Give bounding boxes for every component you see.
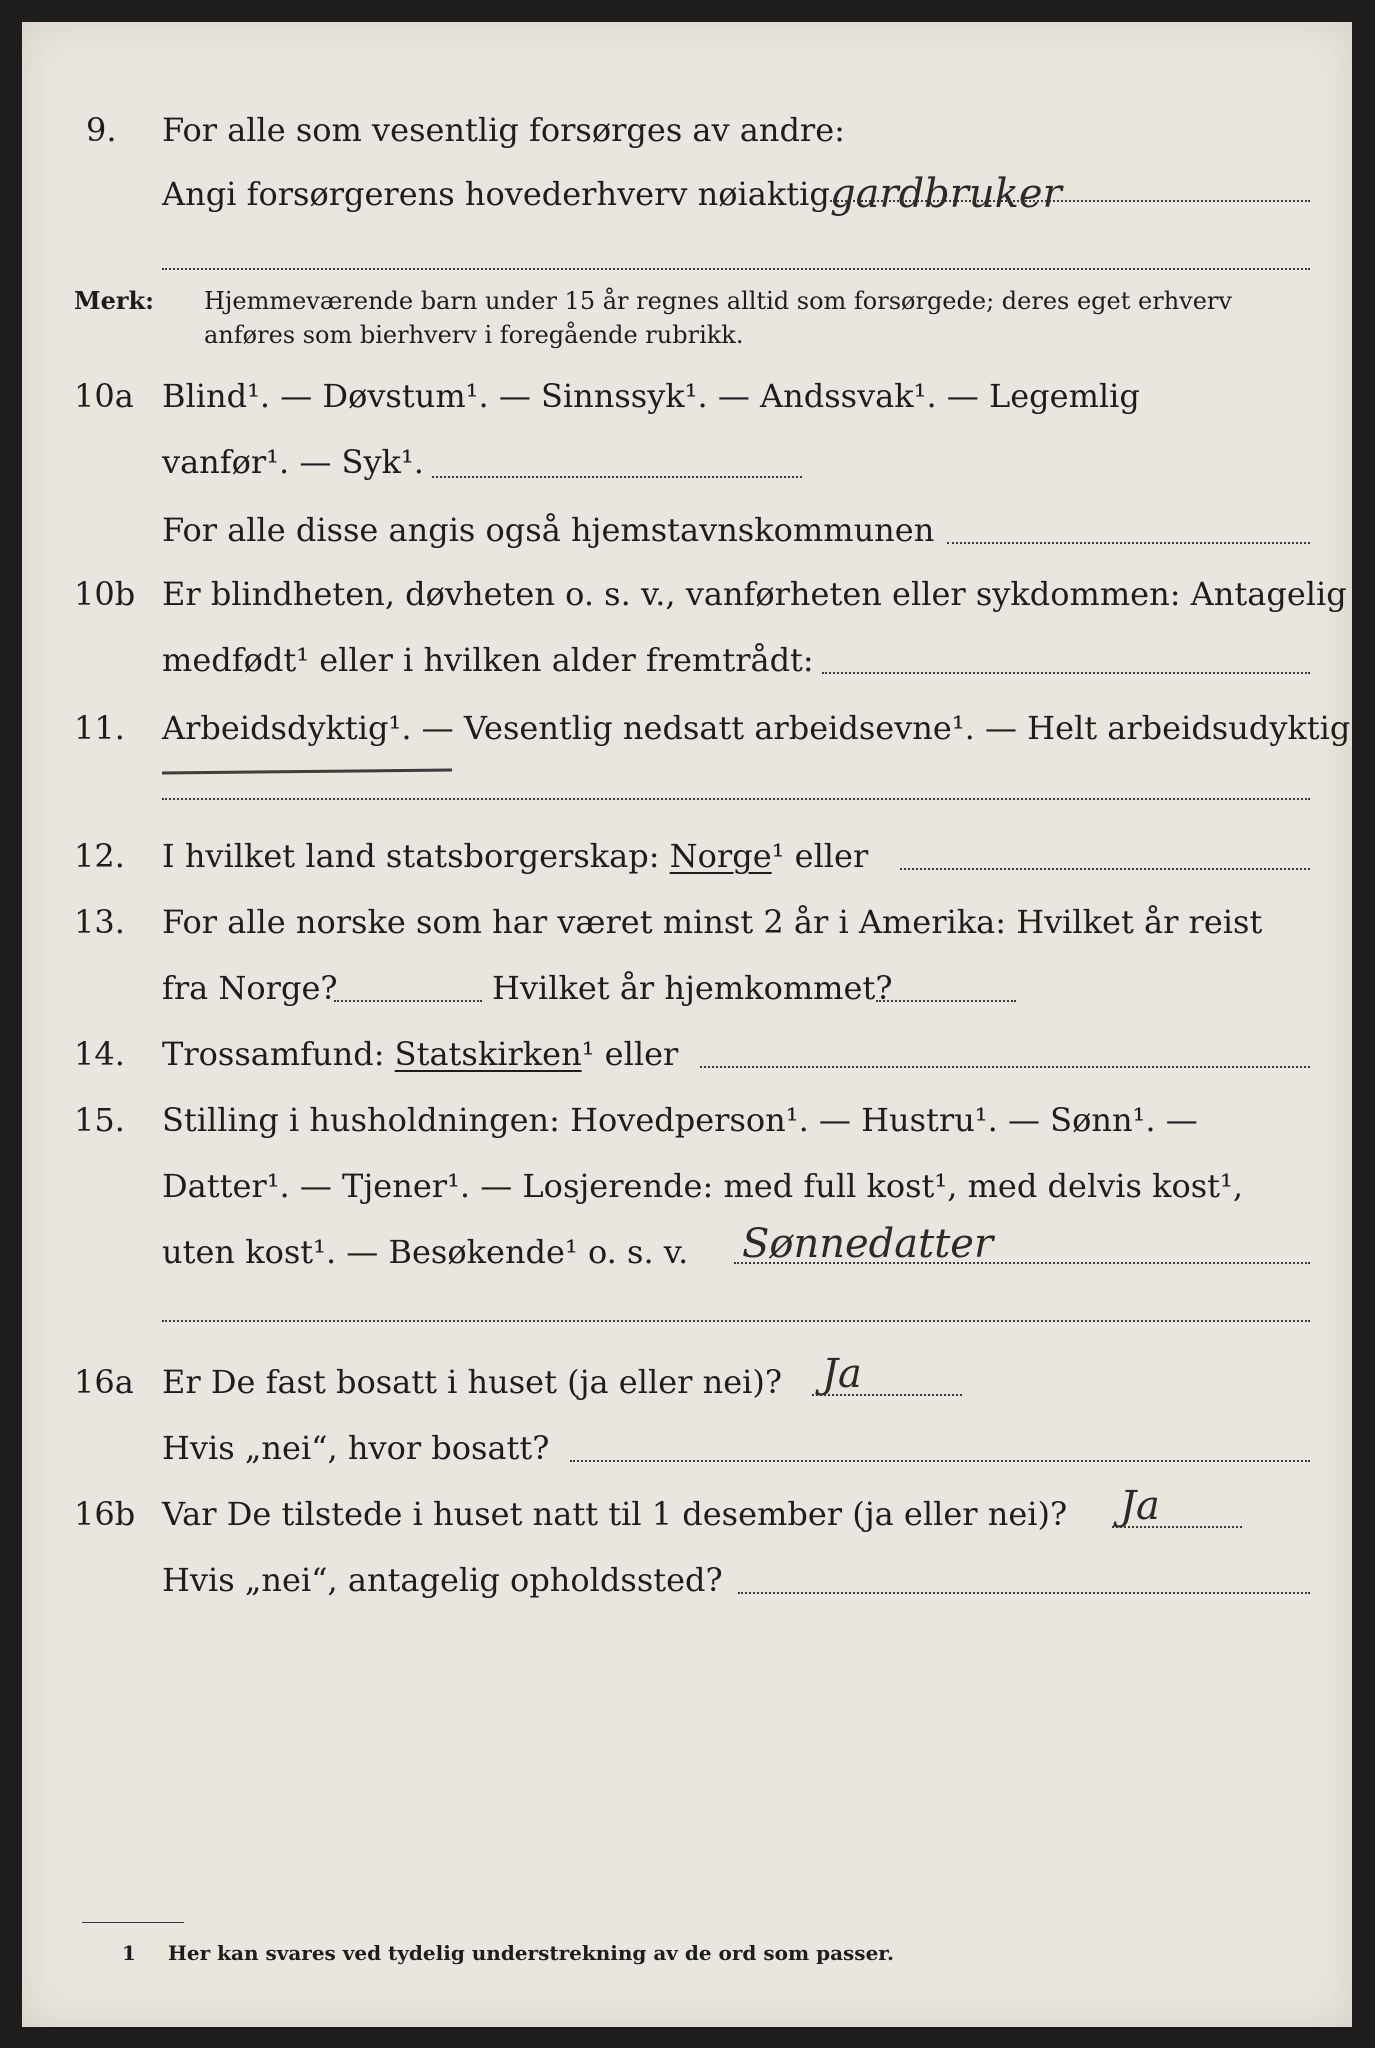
q9-answer-handwritten: gardbruker xyxy=(830,171,1062,217)
q16b-line1: Var De tilstede i huset natt til 1 desember (ja eller nei)? xyxy=(162,1495,1068,1533)
merk-line2: anføres som bierhverv i foregående rubrikk. xyxy=(204,321,744,349)
q9-line2: Angi forsørgerens hovederhverv nøiaktig xyxy=(162,175,830,213)
footnote-text: Her kan svares ved tydelig understrekning av de ord som passer. xyxy=(168,1941,894,1965)
q16a-number: 16a xyxy=(74,1363,134,1401)
q10a-home-municipality-line xyxy=(947,542,1310,544)
footnote-mark: 1 xyxy=(122,1941,136,1965)
q14-line xyxy=(162,1034,678,1074)
q12-suffix: ¹ eller xyxy=(771,837,869,875)
q16b-location-line xyxy=(738,1592,1310,1594)
q15-line2: Datter¹. — Tjener¹. — Losjerende: med full kost¹, med delvis kost¹, xyxy=(162,1167,1244,1205)
q13-number: 13. xyxy=(74,903,125,941)
q15-answer-line xyxy=(734,1262,1310,1264)
q11-separator-line xyxy=(162,798,1310,800)
census-form-page xyxy=(22,22,1374,2027)
q16a-line2: Hvis „nei“, hvor bosatt? xyxy=(162,1429,550,1467)
q11-line1: Arbeidsdyktig¹. — Vesentlig nedsatt arbeidsevne¹. — Helt arbeidsudyktig¹. xyxy=(162,709,1374,747)
q13-departure-year-line xyxy=(334,1000,482,1002)
q16b-answer-handwritten: Ja xyxy=(1120,1483,1160,1529)
q16a-answer-line xyxy=(812,1394,962,1396)
q15-number: 15. xyxy=(74,1101,125,1139)
q16a-line1: Er De fast bosatt i huset (ja eller nei)? xyxy=(162,1363,783,1401)
q11-number: 11. xyxy=(74,709,125,747)
q13-line1: For alle norske som har været minst 2 år i Amerika: Hvilket år reist xyxy=(162,903,1263,941)
q15-line1: Stilling i husholdningen: Hovedperson¹. — Hustru¹. — Sønn¹. — xyxy=(162,1101,1198,1139)
q11-handwritten-underline xyxy=(162,768,452,774)
q12-prefix: I hvilket land statsborgerskap: xyxy=(162,837,660,875)
q12-number: 12. xyxy=(74,837,125,875)
q14-prefix: Trossamfund: xyxy=(162,1035,385,1073)
q10a-answer-line xyxy=(432,476,802,478)
q16b-line2: Hvis „nei“, antagelig opholdssted? xyxy=(162,1561,723,1599)
q10a-line2: vanfør¹. — Syk¹. xyxy=(162,443,424,481)
q14-answer-line xyxy=(700,1066,1310,1068)
q10a-number: 10a xyxy=(74,377,134,415)
q16b-answer-line xyxy=(1112,1526,1242,1528)
q12-option-norge: Norge xyxy=(669,837,772,875)
q10b-line1: Er blindheten, døvheten o. s. v., vanførheten eller sykdommen: Antagelig xyxy=(162,575,1347,613)
q10b-number: 10b xyxy=(74,575,136,613)
q16a-answer-handwritten: Ja xyxy=(822,1351,862,1397)
q10a-line3: For alle disse angis også hjemstavnskommunen xyxy=(162,511,935,549)
q13-line2b: Hvilket år hjemkommet? xyxy=(492,969,893,1007)
q9-answer-line xyxy=(830,200,1310,202)
q10b-line2: medfødt¹ eller i hvilken alder fremtrådt: xyxy=(162,641,814,679)
q15-separator-line xyxy=(162,1320,1310,1322)
q12-line xyxy=(162,836,868,876)
q9-separator-line xyxy=(162,268,1310,270)
footnote-separator xyxy=(82,1922,184,1923)
q16b-number: 16b xyxy=(74,1495,136,1533)
merk-label: Merk: xyxy=(74,286,154,315)
q12-answer-line xyxy=(900,868,1310,870)
q15-line3: uten kost¹. — Besøkende¹ o. s. v. xyxy=(162,1233,689,1271)
q10b-answer-line xyxy=(822,672,1310,674)
q16a-residence-line xyxy=(570,1460,1310,1462)
q9-number: 9. xyxy=(86,111,117,149)
q14-number: 14. xyxy=(74,1035,125,1073)
q13-return-year-line xyxy=(876,1000,1016,1002)
merk-line1: Hjemmeværende barn under 15 år regnes alltid som forsørgede; deres eget erhverv xyxy=(204,287,1232,315)
q13-line2a: fra Norge? xyxy=(162,969,338,1007)
q14-option-statskirken: Statskirken xyxy=(394,1035,582,1073)
q14-suffix: ¹ eller xyxy=(581,1035,679,1073)
q15-answer-handwritten: Sønnedatter xyxy=(742,1221,994,1267)
q10a-line1: Blind¹. — Døvstum¹. — Sinnssyk¹. — Andssvak¹. — Legemlig xyxy=(162,377,1140,415)
q9-line1: For alle som vesentlig forsørges av andre: xyxy=(162,111,845,149)
